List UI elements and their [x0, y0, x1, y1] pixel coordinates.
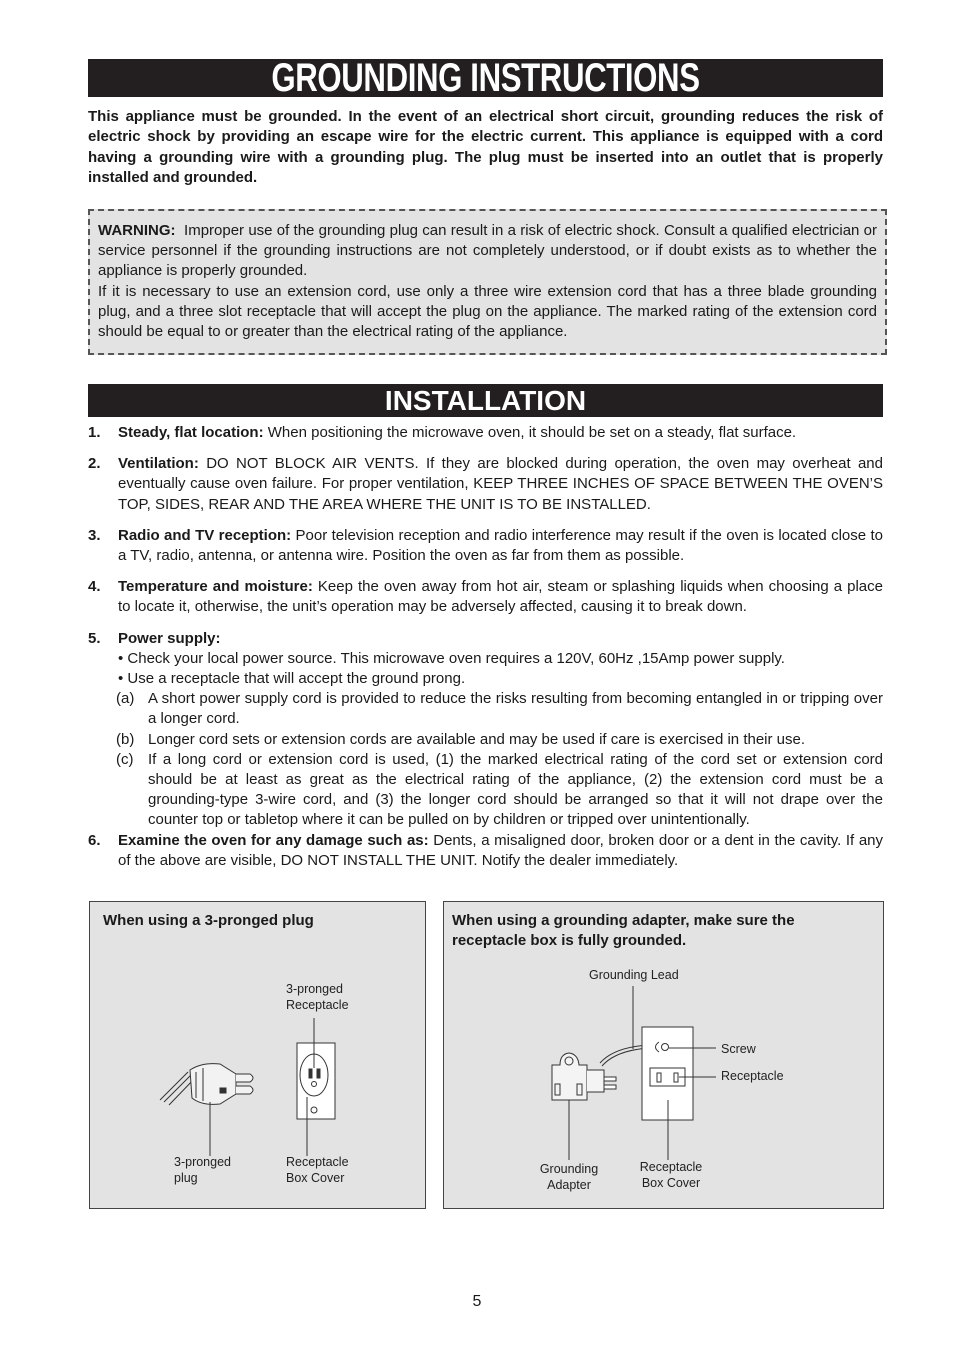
grounding-adapter-label: Grounding Adapter [539, 1162, 599, 1192]
list-item [88, 831, 883, 871]
power-sub-item [88, 689, 883, 729]
item-text: Poor television reception and radio interference may result if the oven is located close to a TV, radio, antenna, or antenna wire. Position the oven as far from them as possible. [118, 526, 883, 565]
item-number: 2. [88, 455, 101, 473]
three-prong-illustration [90, 902, 425, 1208]
item-text: When positioning the microwave oven, it should be set on a steady, flat surface. [267, 424, 797, 441]
item-label: Power supply: [118, 629, 221, 647]
item-number: 1. [88, 424, 101, 441]
sub-text: Longer cord sets or extension cords are available and may be used if care is exercised in their use. [148, 730, 806, 748]
item-number: 3. [88, 526, 101, 544]
three-prong-receptacle-label: 3-pronged Receptacle [286, 982, 349, 1012]
grounding-adapter-icon [552, 1053, 616, 1100]
list-item [88, 629, 883, 831]
list-item [88, 454, 883, 515]
item-number: 5. [88, 629, 101, 647]
sub-text: A short power supply cord is provided to reduce the risks resulting from becoming entangled in or tripping over a longer cord. [148, 690, 883, 728]
grounding-adapter-panel-title: When using a grounding adapter, make sure the receptacle box is fully grounded. [452, 912, 795, 949]
receptacle-label: Receptacle [721, 1069, 784, 1083]
grounding-adapter-diagram-panel [443, 901, 884, 1209]
power-bullet: • Use a receptacle that will accept the ground prong. [118, 670, 466, 688]
item-number: 6. [88, 831, 101, 849]
warning-box [88, 209, 887, 355]
item-label: Ventilation: [118, 455, 199, 473]
item-text: DO NOT BLOCK AIR VENTS. If they are blocked during operation, the oven may overheat and eventually cause oven failure. For proper ventilation, KEEP THREE INCHES OF SPACE BETWEEN THE OVEN’S TOP, SIDES, REAR AND THE AREA WHERE THE UNIT IS TO BE INSTALLED. [118, 455, 883, 513]
installation-title-banner [88, 384, 883, 417]
item-label: Radio and TV reception: [118, 526, 292, 544]
item-label: Examine the oven for any damage such as: [118, 831, 429, 849]
list-item [88, 526, 883, 566]
item-text: Keep the oven away from hot air, steam or splashing liquids when choosing a place to locate it, otherwise, the unit’s operation may be adversely affected, causing it to break down. [118, 578, 883, 616]
receptacle-box-cover-label: Receptacle Box Cover [639, 1160, 703, 1190]
installation-title: INSTALLATION [384, 385, 587, 416]
power-sub-item [88, 750, 883, 831]
sub-text: If a long cord or extension cord is used, (1) the marked electrical rating of the cord set or extension cord should be at least as great as the electrical rating of the appliance, (2) the extension cord must be a grounding-type 3-wire cord, and (3) the longer cord should be arranged so that it will not drape over the counter top or tabletop where it can be pulled on by children or tripped over unintentionally. [148, 750, 883, 829]
grounding-title: GROUNDING INSTRUCTIONS [271, 56, 700, 100]
power-bullet: • Check your local power source. This microwave oven requires a 120V, 60Hz ,15Amp power supply. [118, 649, 785, 667]
receptacle-box-cover-label: Receptacle Box Cover [286, 1155, 349, 1185]
extension-cord-text: If it is necessary to use an extension cord, use only a three wire extension cord that has a three blade grounding plug, and a three slot receptacle that will accept the plug on the appliance. The marked rating of the extension cord should be equal to or greater than the electrical rating of the appliance. [98, 282, 877, 341]
item-label: Temperature and moisture: [118, 578, 313, 596]
screw-label: Screw [721, 1042, 756, 1056]
plug-icon [190, 1064, 253, 1105]
item-label: Steady, flat location: [118, 424, 264, 441]
grounding-intro: This appliance must be grounded. In the event of an electrical short circuit, grounding reduces the risk of electric shock by providing an escape wire for the electric current. This appliance is equipped with a cord having a grounding wire with a grounding plug. The plug must be inserted into an outlet that is properly installed and grounded. [88, 108, 883, 186]
three-prong-diagram-panel [89, 901, 426, 1209]
list-item [88, 423, 883, 443]
item-number: 4. [88, 578, 101, 596]
warning-paragraph [98, 221, 877, 282]
sub-mark: (b) [116, 730, 135, 748]
grounding-title-banner [88, 56, 883, 100]
warning-label: WARNING: [98, 222, 176, 239]
grounding-lead-label: Grounding Lead [589, 968, 679, 982]
list-item [88, 577, 883, 617]
three-prong-plug-label: 3-pronged plug [174, 1155, 231, 1185]
sub-mark: (c) [116, 750, 134, 768]
installation-list [88, 423, 883, 871]
three-prong-panel-title: When using a 3-pronged plug [103, 912, 314, 929]
item-text: Dents, a misaligned door, broken door or a dent in the cavity. If any of the above are visible, DO NOT INSTALL THE UNIT. Notify the dealer immediately. [118, 831, 884, 869]
power-sub-item [88, 730, 883, 750]
receptacle-icon [297, 1043, 335, 1119]
page-number: 5 [472, 1293, 482, 1310]
warning-text: Improper use of the grounding plug can result in a risk of electric shock. Consult a qualified electrician or service personnel if the grounding instructions are not completely understood, or if doubt exists as to whether the appliance is properly grounded. [98, 222, 877, 280]
sub-mark: (a) [116, 690, 135, 708]
